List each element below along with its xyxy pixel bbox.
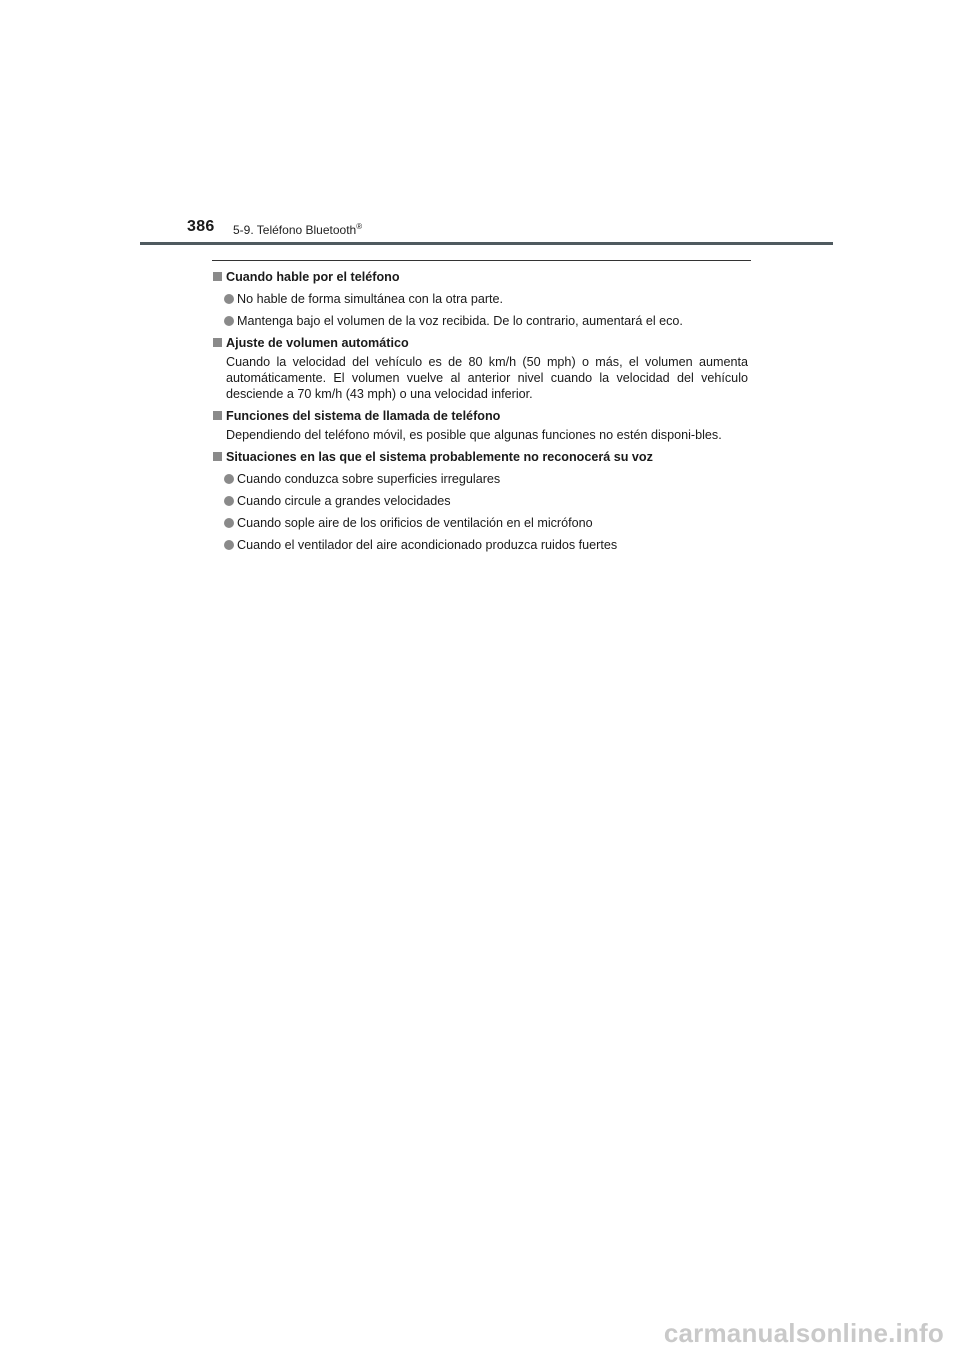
circle-bullet-icon [224, 518, 234, 528]
list-item [224, 471, 748, 487]
page-number: 386 [187, 218, 215, 235]
list-item [224, 291, 748, 307]
circle-bullet-icon [224, 474, 234, 484]
circle-bullet-icon [224, 294, 234, 304]
list-item-text: Cuando el ventilador del aire acondicionado produzca ruidos fuertes [237, 538, 618, 552]
list-item-text: Cuando circule a grandes velocidades [237, 494, 451, 508]
section-heading [212, 449, 748, 465]
section-title [233, 222, 362, 237]
circle-bullet-icon [224, 316, 234, 326]
list-item-text: Cuando conduzca sobre superficies irregulares [237, 472, 501, 486]
section-paragraph: Dependiendo del teléfono móvil, es posible que algunas funciones no estén disponi-bles. [226, 428, 722, 442]
section-heading [212, 408, 748, 424]
heading-text: Funciones del sistema de llamada de teléfono [226, 409, 501, 423]
heading-text: Situaciones en las que el sistema probablemente no reconocerá su voz [226, 450, 653, 464]
heading-text: Cuando hable por el teléfono [226, 270, 400, 284]
square-bullet-icon [213, 272, 222, 281]
list-item [224, 537, 748, 553]
list-item [224, 515, 748, 531]
section-title-text: 5-9. Teléfono Bluetooth [233, 223, 357, 237]
circle-bullet-icon [224, 496, 234, 506]
section-heading [212, 335, 748, 351]
section-paragraph: Cuando la velocidad del vehículo es de 80 km/h (50 mph) o más, el volumen aumenta automáticamente. El volumen vuelve al anterior nivel cuando la velocidad del vehículo desciende a 70 km/h (43 mph) o una velocidad inferior. [226, 355, 748, 401]
list-item [224, 493, 748, 509]
list-item-text: Cuando sople aire de los orificios de ventilación en el micrófono [237, 516, 593, 530]
list-item-text: No hable de forma simultánea con la otra parte. [237, 292, 504, 306]
content-rule [212, 260, 751, 261]
circle-bullet-icon [224, 540, 234, 550]
watermark: carmanualsonline.info [663, 1318, 944, 1348]
registered-mark: ® [356, 222, 363, 231]
list-item [224, 313, 748, 329]
square-bullet-icon [213, 452, 222, 461]
section-heading [212, 269, 748, 285]
heading-text: Ajuste de volumen automático [226, 336, 409, 350]
page-content [212, 269, 748, 553]
list-item-text: Mantenga bajo el volumen de la voz recibida. De lo contrario, aumentará el eco. [237, 314, 683, 328]
square-bullet-icon [213, 338, 222, 347]
header-rule [140, 242, 833, 245]
square-bullet-icon [213, 411, 222, 420]
